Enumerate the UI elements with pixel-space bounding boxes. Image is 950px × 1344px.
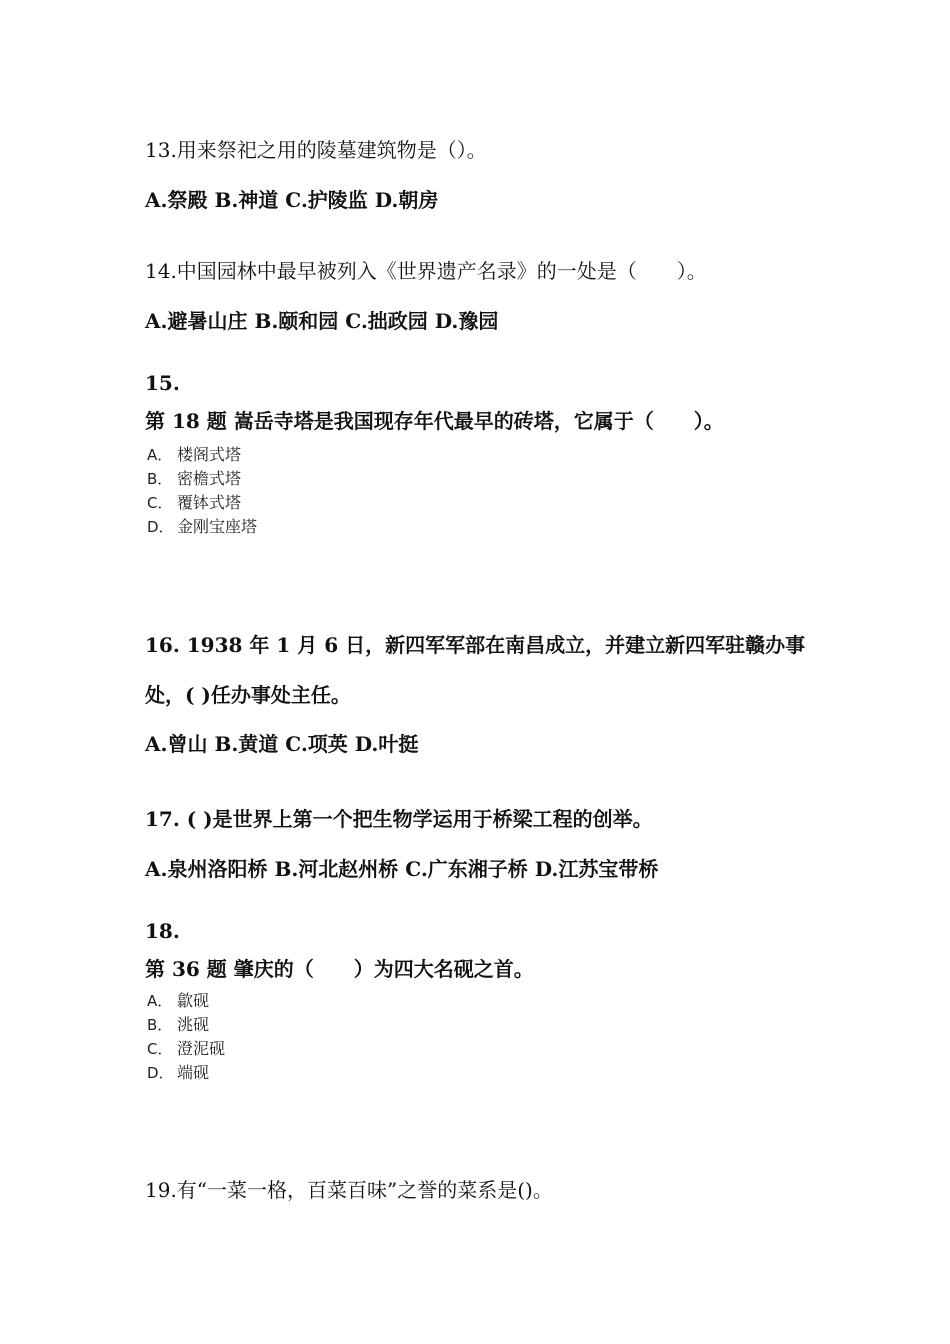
question-15-number: 15. [145,371,180,395]
question-13-stem: 13.用来祭祀之用的陵墓建筑物是（）。 [145,138,487,162]
choice-letter: B． [147,470,173,488]
choice-text: 金刚宝座塔 [177,517,258,536]
question-18-choice-b [147,1014,209,1036]
choice-letter: A． [147,992,173,1010]
choice-text: 洮砚 [177,1015,210,1034]
choice-letter: C． [147,494,173,512]
question-14-options: A.避暑山庄 B.颐和园 C.拙政园 D.豫园 [145,309,499,333]
choice-text: 端砚 [177,1063,210,1082]
question-18-choice-c [147,1038,225,1060]
question-18-stem: 第 36 题 肇庆的（ ）为四大名砚之首。 [145,957,534,981]
choice-text: 密檐式塔 [177,469,242,488]
question-14-stem: 14.中国园林中最早被列入《世界遗产名录》的一处是（ ）。 [145,259,707,283]
choice-letter: C． [147,1040,173,1058]
question-17-options: A.泉州洛阳桥 B.河北赵州桥 C.广东湘子桥 D.江苏宝带桥 [145,857,659,881]
question-15-choice-a [147,444,241,466]
question-15-choice-b [147,468,241,490]
choice-text: 澄泥砚 [177,1039,226,1058]
question-18-choice-a [147,990,209,1012]
choice-letter: A． [147,446,173,464]
choice-letter: B． [147,1016,173,1034]
choice-text: 歙砚 [177,991,210,1010]
question-15-stem: 第 18 题 嵩岳寺塔是我国现存年代最早的砖塔，它属于（ ）。 [145,409,724,433]
question-18-choice-d [147,1062,209,1084]
question-16-stem-line2: 处，( )任办事处主任。 [145,683,351,707]
choice-letter: D． [147,518,174,536]
question-16-stem-line1: 16. 1938 年 1 月 6 日，新四军军部在南昌成立，并建立新四军驻赣办事 [145,633,806,657]
choice-letter: D． [147,1064,174,1082]
question-16-options: A.曾山 B.黄道 C.项英 D.叶挺 [145,732,419,756]
question-17-stem: 17. ( )是世界上第一个把生物学运用于桥梁工程的创举。 [145,807,653,831]
choice-text: 覆钵式塔 [177,493,242,512]
question-19-stem: 19.有“一菜一格，百菜百味”之誉的菜系是()。 [145,1178,553,1202]
question-15-choice-d [147,516,257,538]
question-13-options: A.祭殿 B.神道 C.护陵监 D.朝房 [145,188,439,212]
question-15-choice-c [147,492,241,514]
question-18-number: 18. [145,919,180,943]
choice-text: 楼阁式塔 [177,445,242,464]
